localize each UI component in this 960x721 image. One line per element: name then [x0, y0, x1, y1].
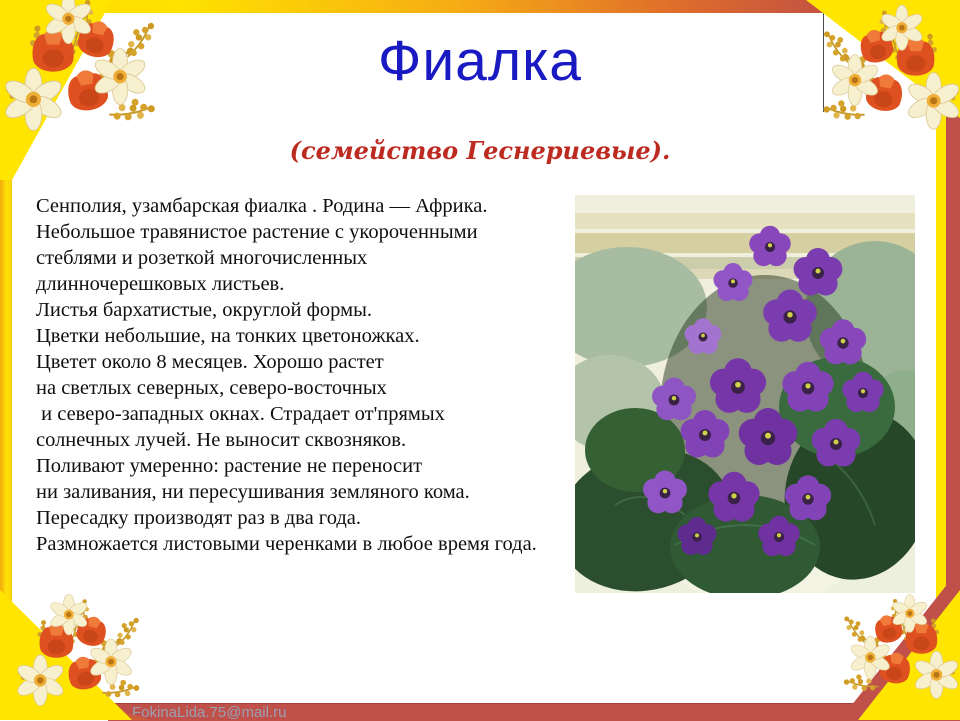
flower-bouquet-icon: [846, 588, 960, 720]
body-text-line: Поливают умеренно: растение не переносит: [36, 455, 423, 477]
body-text-line: Цветки небольшие, на тонких цветоножках.: [36, 325, 420, 347]
bottom-border-stripe: [108, 703, 960, 721]
body-text-line: Цветет около 8 месяцев. Хорошо растет: [36, 351, 384, 373]
body-text-line: и северо-западных окнах. Страдает от'прямых: [36, 403, 445, 425]
body-text-block: [36, 193, 588, 557]
violet-photo: [575, 195, 915, 593]
body-text-line: Размножается листовыми черенками в любое время года.: [36, 533, 537, 555]
body-text-line: стеблями и розеткой многочисленных: [36, 247, 368, 269]
body-text-line: Сенполия, узамбарская фиалка . Родина — Африка.: [36, 195, 488, 217]
slide-subtitle: (семейство Геснериевые).: [289, 136, 671, 165]
body-text-line: ни заливания, ни пересушивания земляного кома.: [36, 481, 470, 503]
right-border-red-band: [945, 105, 960, 602]
body-text-line: Небольшое травянистое растение с укороченными: [36, 221, 478, 243]
slide-title: Фиалка: [377, 29, 583, 93]
body-text-line: на светлых северных, северо-восточных: [36, 377, 387, 399]
body-text-line: Пересадку производят раз в два года.: [36, 507, 362, 529]
body-text-line: солнечных лучей. Не выносит сквозняков.: [36, 429, 407, 451]
body-text-line: Листья бархатистые, округлой формы.: [36, 299, 372, 321]
body-text-line: длинночерешковых листьев.: [36, 273, 285, 295]
right-border-yellow-stripe: [936, 108, 946, 600]
flower-bouquet-icon: [2, 596, 148, 720]
watermark-email: FokinaLida.75@mail.ru: [132, 704, 287, 721]
